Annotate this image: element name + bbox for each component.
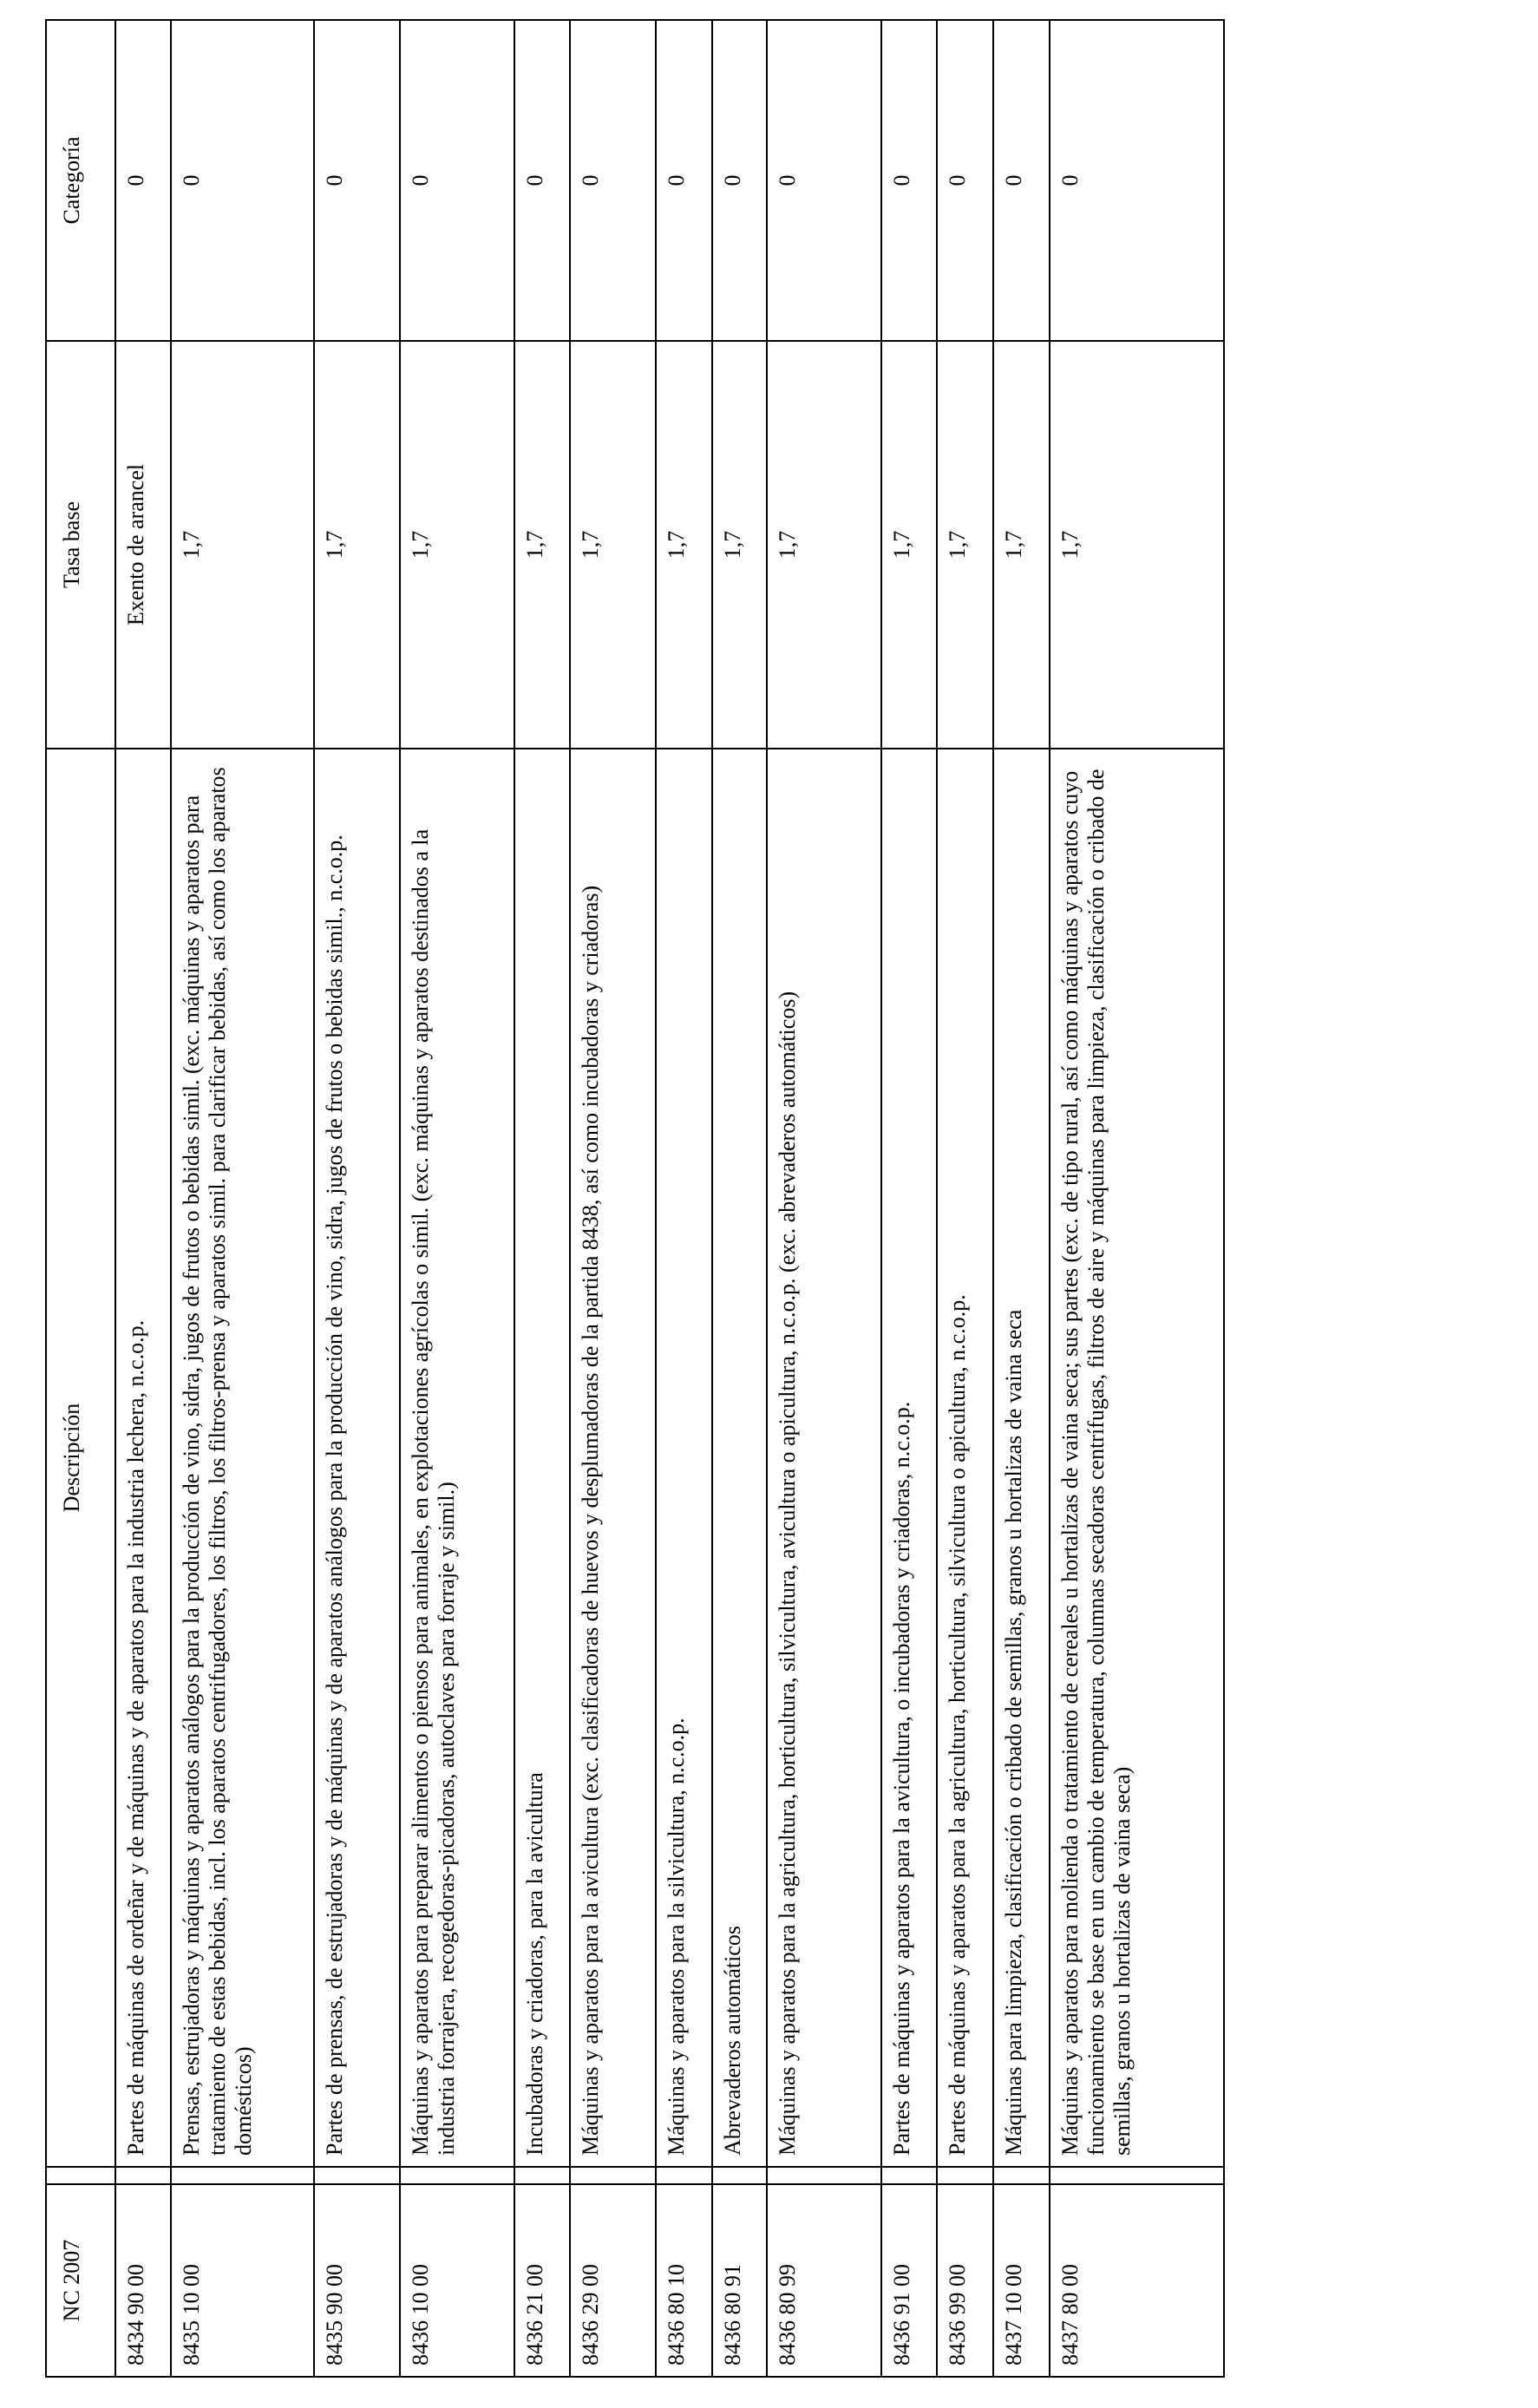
header-base-rate: Tasa base xyxy=(46,341,115,749)
cell-description: Máquinas y aparatos para la agricultura, horticultura, silvicultura, avicultura o apicultura, n.c.o.p. (exc. abrevaderos automáticos) xyxy=(767,749,881,2167)
cell-code: 8434 90 00 xyxy=(115,2184,171,2377)
rotated-table-wrapper xyxy=(45,21,1225,2378)
cell-base-rate: 1,7 xyxy=(656,341,712,749)
table-row xyxy=(937,20,993,2377)
cell-code: 8436 80 10 xyxy=(656,2184,712,2377)
table-row xyxy=(115,20,171,2377)
cell-spacer xyxy=(712,2167,768,2184)
header-code: NC 2007 xyxy=(46,2184,115,2377)
cell-code: 8436 80 91 xyxy=(712,2184,768,2377)
header-category: Categoría xyxy=(46,20,115,341)
cell-description: Máquinas y aparatos para la silvicultura, n.c.o.p. xyxy=(656,749,712,2167)
cell-description: Partes de máquinas y aparatos para la avicultura, o incubadoras y criadoras, n.c.o.p. xyxy=(881,749,937,2167)
cell-description: Máquinas para limpieza, clasificación o cribado de semillas, granos u hortalizas de vaina seca xyxy=(993,749,1050,2167)
cell-base-rate: 1,7 xyxy=(514,341,571,749)
cell-spacer xyxy=(767,2167,881,2184)
header-description: Descripción xyxy=(46,749,115,2167)
cell-category: 0 xyxy=(937,20,993,341)
cell-category: 0 xyxy=(314,20,399,341)
header-spacer xyxy=(46,2167,115,2184)
cell-base-rate: 1,7 xyxy=(171,341,314,749)
cell-category: 0 xyxy=(993,20,1050,341)
table-row xyxy=(712,20,768,2377)
table-row xyxy=(993,20,1050,2377)
table-row xyxy=(400,20,514,2377)
cell-spacer xyxy=(514,2167,571,2184)
cell-category: 0 xyxy=(767,20,881,341)
header-row xyxy=(46,20,115,2377)
cell-base-rate: Exento de arancel xyxy=(115,341,171,749)
cell-category: 0 xyxy=(712,20,768,341)
table-row xyxy=(514,20,571,2377)
cell-category: 0 xyxy=(570,20,655,341)
cell-description: Partes de prensas, de estrujadoras y de máquinas y de aparatos análogos para la producción de vino, sidra, jugos de frutos o bebidas simil., n.c.o.p. xyxy=(314,749,399,2167)
cell-category: 0 xyxy=(400,20,514,341)
cell-base-rate: 1,7 xyxy=(400,341,514,749)
table-row xyxy=(171,20,314,2377)
cell-code: 8436 99 00 xyxy=(937,2184,993,2377)
cell-code: 8436 80 99 xyxy=(767,2184,881,2377)
cell-code: 8436 21 00 xyxy=(514,2184,571,2377)
cell-code: 8435 90 00 xyxy=(314,2184,399,2377)
cell-base-rate: 1,7 xyxy=(1050,341,1224,749)
cell-description: Partes de máquinas de ordeñar y de máquinas y de aparatos para la industria lechera, n.c.o.p. xyxy=(115,749,171,2167)
cell-base-rate: 1,7 xyxy=(767,341,881,749)
cell-description: Máquinas y aparatos para la avicultura (exc. clasificadoras de huevos y desplumadoras de la partida 8438, así como incubadoras y criadoras) xyxy=(570,749,655,2167)
cell-spacer xyxy=(993,2167,1050,2184)
table-row xyxy=(656,20,712,2377)
cell-code: 8436 10 00 xyxy=(400,2184,514,2377)
cell-spacer xyxy=(937,2167,993,2184)
cell-description: Incubadoras y criadoras, para la avicultura xyxy=(514,749,571,2167)
cell-spacer xyxy=(115,2167,171,2184)
cell-base-rate: 1,7 xyxy=(570,341,655,749)
cell-base-rate: 1,7 xyxy=(937,341,993,749)
cell-code: 8437 10 00 xyxy=(993,2184,1050,2377)
cell-category: 0 xyxy=(656,20,712,341)
cell-spacer xyxy=(314,2167,399,2184)
cell-category: 0 xyxy=(171,20,314,341)
cell-category: 0 xyxy=(881,20,937,341)
cell-category: 0 xyxy=(514,20,571,341)
cell-description: Abrevaderos automáticos xyxy=(712,749,768,2167)
cell-code: 8436 29 00 xyxy=(570,2184,655,2377)
cell-base-rate: 1,7 xyxy=(712,341,768,749)
cell-code: 8435 10 00 xyxy=(171,2184,314,2377)
cell-code: 8437 80 00 xyxy=(1050,2184,1224,2377)
cell-description: Prensas, estrujadoras y máquinas y aparatos análogos para la producción de vino, sidra, jugos de frutos o bebidas simil. (exc. máquinas y aparatos para tratamiento de estas bebidas, incl. los aparatos centrifugadores, los filtros, los filtros-prensa y aparatos simil. para clarificar bebidas, así como los aparatos domésticos) xyxy=(171,749,314,2167)
cell-code: 8436 91 00 xyxy=(881,2184,937,2377)
cell-description: Partes de máquinas y aparatos para la agricultura, horticultura, silvicultura o apicultura, n.c.o.p. xyxy=(937,749,993,2167)
cell-base-rate: 1,7 xyxy=(993,341,1050,749)
table-row xyxy=(881,20,937,2377)
cell-spacer xyxy=(1050,2167,1224,2184)
cell-category: 0 xyxy=(115,20,171,341)
cell-spacer xyxy=(656,2167,712,2184)
cell-description: Máquinas y aparatos para preparar alimentos o piensos para animales, en explotaciones agrícolas o simil. (exc. máquinas y aparatos destinados a la industria forrajera, recogedoras-picadoras, autoclaves para forraje y simil.) xyxy=(400,749,514,2167)
tariff-table xyxy=(45,19,1225,2378)
cell-base-rate: 1,7 xyxy=(314,341,399,749)
cell-description: Máquinas y aparatos para molienda o tratamiento de cereales u hortalizas de vaina seca; sus partes (exc. de tipo rural, así como máquinas y aparatos cuyo funcionamiento se base en un cambio de temperatura, columnas secadoras centrífugas, filtros de aire y máquinas para limpieza, clasificación o cribado de semillas, granos u hortalizas de vaina seca) xyxy=(1050,749,1224,2167)
cell-spacer xyxy=(400,2167,514,2184)
cell-spacer xyxy=(570,2167,655,2184)
table-row xyxy=(767,20,881,2377)
table-row xyxy=(314,20,399,2377)
cell-spacer xyxy=(881,2167,937,2184)
cell-category: 0 xyxy=(1050,20,1224,341)
table-row xyxy=(1050,20,1224,2377)
table-row xyxy=(570,20,655,2377)
cell-spacer xyxy=(171,2167,314,2184)
cell-base-rate: 1,7 xyxy=(881,341,937,749)
